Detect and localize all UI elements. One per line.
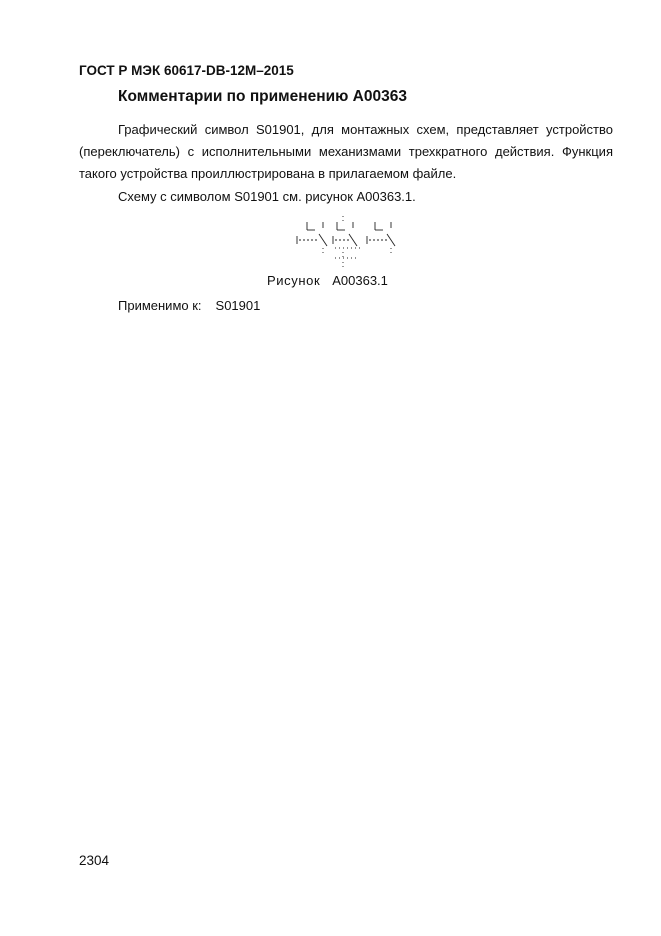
paragraph-line: Графический символ S01901, для монтажных схем, представляет устройство: [118, 122, 613, 137]
paragraph-reference: [79, 186, 613, 208]
figure-caption-number: А00363.1: [332, 273, 388, 288]
applies-to-label: Применимо к:: [118, 298, 202, 313]
document-code: ГОСТ Р МЭК 60617-DB-12M–2015: [79, 63, 294, 78]
switch-contact-2: [333, 222, 363, 260]
figure-caption: [267, 273, 388, 288]
switch-contact-1: [297, 222, 327, 254]
paragraph-line: Схему с символом S01901 см. рисунок А00363.1.: [118, 189, 416, 204]
section-title: Комментарии по применению А00363: [118, 88, 407, 105]
applies-to: [118, 298, 260, 313]
applies-to-value: S01901: [215, 298, 261, 313]
switch-contact-3: [367, 222, 395, 254]
paragraph-description: [79, 119, 613, 185]
paragraph-line: такого устройства проиллюстрирована в прилагаемом файле.: [79, 166, 457, 181]
page-number: 2304: [79, 853, 110, 868]
figure-caption-label: Рисунок: [267, 273, 321, 288]
paragraph-line: (переключатель) с исполнительными механизмами трехкратного действия. Функция: [79, 144, 613, 159]
switch-symbol-figure: [293, 214, 405, 270]
